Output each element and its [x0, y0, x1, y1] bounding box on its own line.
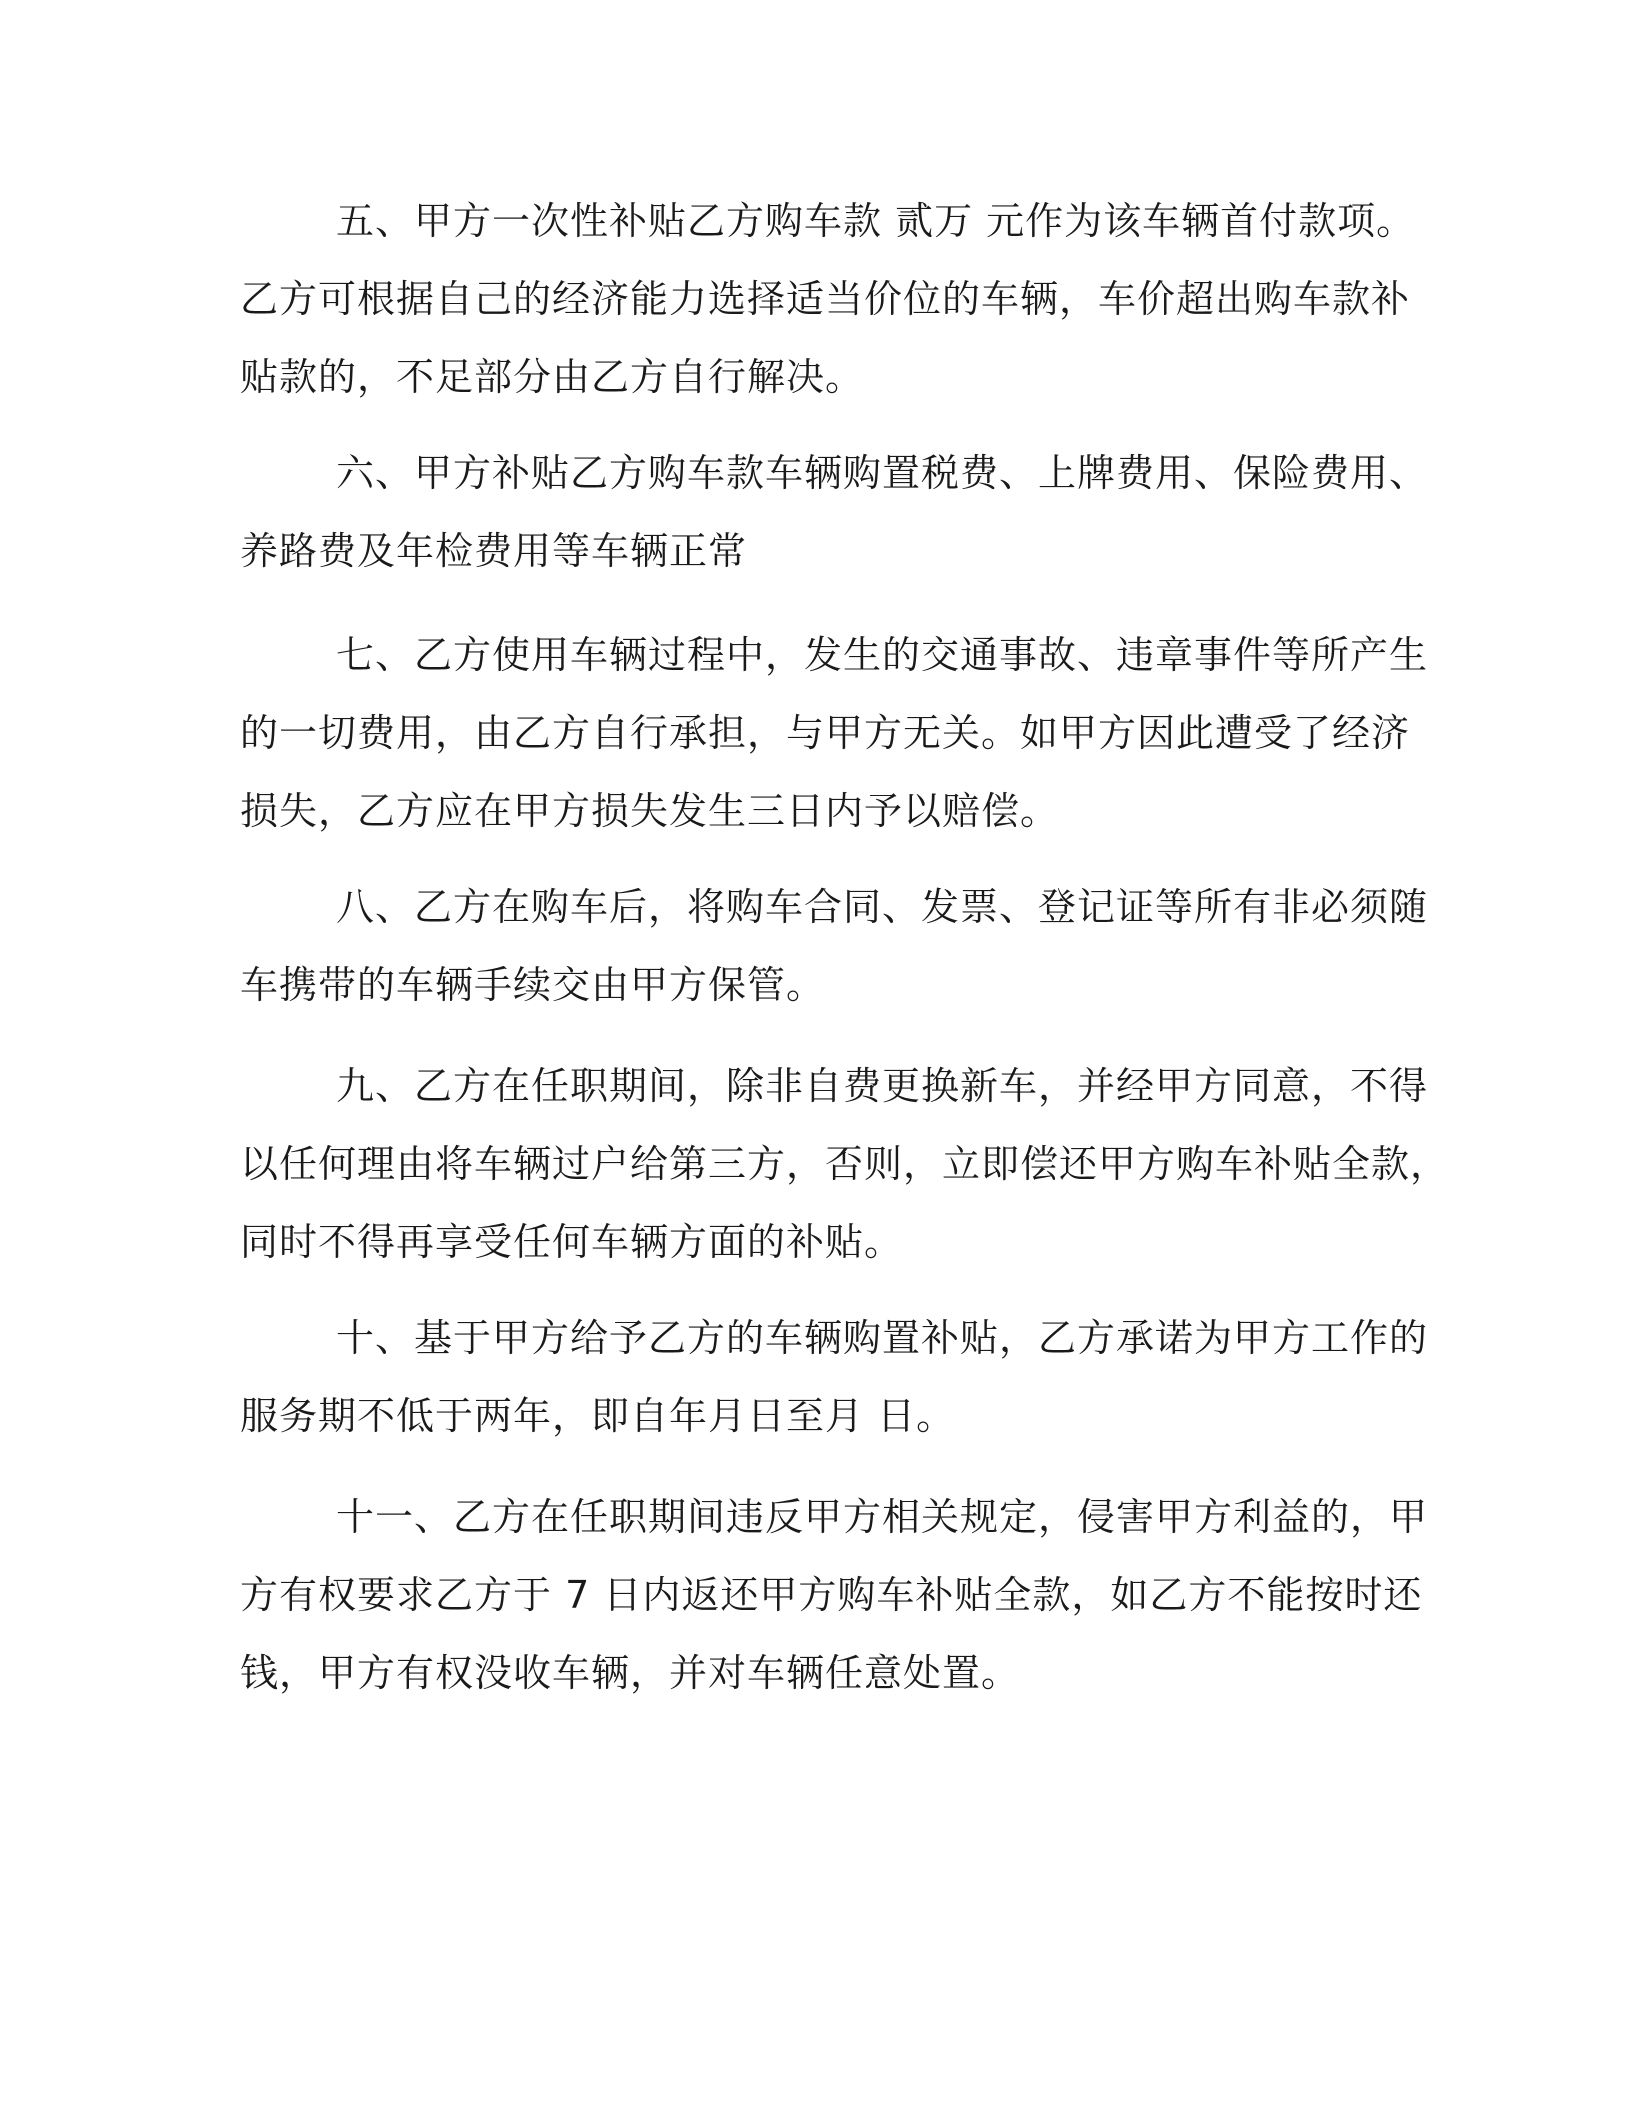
clause-line: 养路费及年检费用等车辆正常	[240, 529, 748, 573]
clause-5	[240, 182, 1416, 416]
clause-line: 乙方可根据自己的经济能力选择适当价位的车辆，车价超出购车款补	[240, 277, 1411, 321]
clause-line: 同时不得再享受任何车辆方面的补贴。	[240, 1220, 904, 1264]
clause-line: 九、乙方在任职期间，除非自费更换新车，并经甲方同意，不得	[336, 1064, 1429, 1108]
clause-line: 十、基于甲方给予乙方的车辆购置补贴，乙方承诺为甲方工作的	[336, 1316, 1429, 1360]
clause-line: 五、甲方一次性补贴乙方购车款 贰万 元作为该车辆首付款项。	[336, 199, 1416, 243]
clause-line: 贴款的，不足部分由乙方自行解决。	[240, 355, 865, 399]
clause-line: 损失，乙方应在甲方损失发生三日内予以赔偿。	[240, 789, 1060, 833]
clause-7	[240, 616, 1429, 850]
clause-line: 十一、乙方在任职期间违反甲方相关规定，侵害甲方利益的，甲	[336, 1495, 1429, 1539]
clause-line: 车携带的车辆手续交由甲方保管。	[240, 963, 826, 1007]
clause-line: 方有权要求乙方于 7 日内返还甲方购车补贴全款，如乙方不能按时还	[240, 1573, 1423, 1617]
clause-line: 钱，甲方有权没收车辆，并对车辆任意处置。	[240, 1651, 1021, 1695]
clause-line: 以任何理由将车辆过户给第三方，否则，立即偿还甲方购车补贴全款，	[240, 1142, 1450, 1186]
clause-6	[240, 434, 1429, 590]
clause-9	[240, 1047, 1450, 1281]
clause-line: 服务期不低于两年，即自年月日至月 日。	[240, 1394, 956, 1438]
clause-11	[240, 1478, 1429, 1712]
clause-10	[240, 1299, 1429, 1455]
clause-line: 八、乙方在购车后，将购车合同、发票、登记证等所有非必须随	[336, 885, 1429, 929]
clause-line: 七、乙方使用车辆过程中，发生的交通事故、违章事件等所产生	[336, 633, 1429, 677]
clause-line: 六、甲方补贴乙方购车款车辆购置税费、上牌费用、保险费用、	[336, 451, 1429, 495]
clause-line: 的一切费用，由乙方自行承担，与甲方无关。如甲方因此遭受了经济	[240, 711, 1411, 755]
clause-8	[240, 868, 1429, 1024]
